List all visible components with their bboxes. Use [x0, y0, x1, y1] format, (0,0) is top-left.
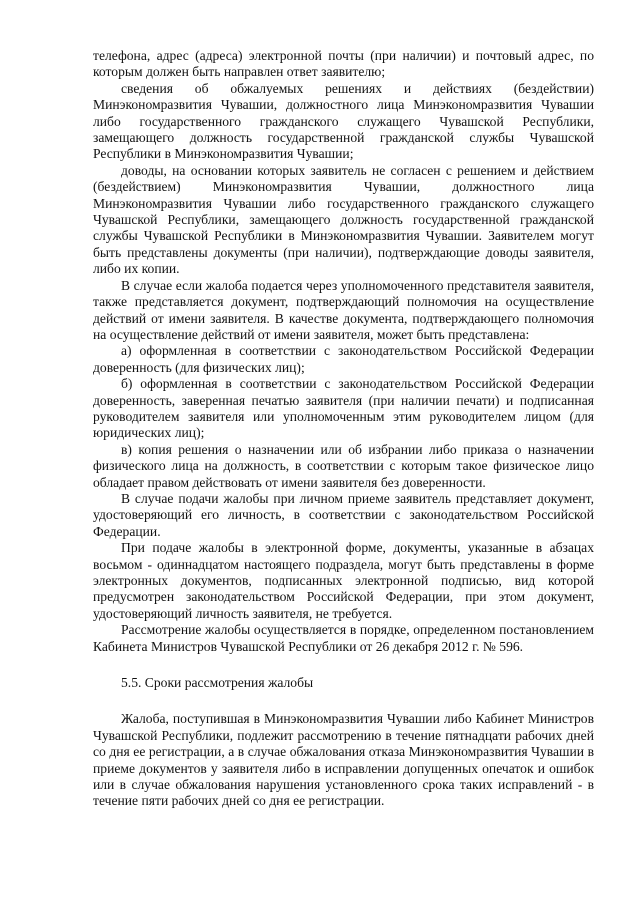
paragraph-electronic-form: При подаче жалобы в электронной форме, документы, указанные в абзацах восьмом - одиннадцатом настоящего подраздела, могут быть представлены в форме электронных документов, подписанных электронной подписью, вид которой предусмотрен законодательством Российской Федерации, при этом документ, удостоверяющий личность заявителя, не требуется.	[93, 540, 594, 621]
section-heading: 5.5. Сроки рассмотрения жалобы	[121, 675, 314, 691]
paragraph-contact-info: телефона, адрес (адреса) электронной почты (при наличии) и почтовый адрес, по которым должен быть направлен ответ заявителю;	[93, 48, 594, 80]
paragraph-item-a: а) оформленная в соответствии с законодательством Российской Федерации доверенность (для физических лиц);	[93, 343, 594, 375]
paragraph-item-v: в) копия решения о назначении или об избрании либо приказа о назначении физического лица на должность, в соответствии с которым такое физическое лицо обладает правом действовать от имени заявителя без доверенности.	[93, 441, 594, 490]
paragraph-personal-reception: В случае подачи жалобы при личном приеме заявитель представляет документ, удостоверяющий его личность, в соответствии с законодательством Российской Федерации.	[93, 490, 594, 539]
paragraph-arguments: доводы, на основании которых заявитель не согласен с решением и действием (бездействием) Минэкономразвития Чувашии, должностного лица Минэкономразвития Чувашии либо государственного гражданского служащего Чувашской Республики, замещающего должность государственной гражданской службы Чувашской Республики в Минэкономразвития Чувашии. Заявителем могут быть представлены документы (при наличии), подтверждающие доводы заявителя, либо их копии.	[93, 162, 594, 277]
paragraph-item-b: б) оформленная в соответствии с законодательством Российской Федерации доверенность, заверенная печатью заявителя (при наличии печати) и подписанная руководителем заявителя или уполномоченным этим руководителем лицом (для юридических лиц);	[93, 376, 594, 441]
paragraph-representative: В случае если жалоба подается через уполномоченного представителя заявителя, также представляется документ, подтверждающий полномочия на осуществление действий от имени заявителя. В качестве документа, подтверждающего полномочия на осуществление действий от имени заявителя, может быть представлена:	[93, 277, 594, 342]
paragraph-review-order: Рассмотрение жалобы осуществляется в порядке, определенном постановлением Кабинета Министров Чувашской Республики от 26 декабря 2012 г. № 596.	[93, 622, 594, 654]
document-page	[93, 48, 594, 810]
paragraph-review-terms: Жалоба, поступившая в Минэкономразвития Чувашии либо Кабинет Министров Чувашской Республики, подлежит рассмотрению в течение пятнадцати рабочих дней со дня ее регистрации, а в случае обжалования отказа Минэкономразвития Чувашии в приеме документов у заявителя либо в исправлении допущенных опечаток и ошибок или в случае обжалования нарушения установленного срока таких исправлений - в течение пяти рабочих дней со дня ее регистрации.	[93, 711, 594, 809]
paragraph-appealed-decisions: сведения об обжалуемых решениях и действиях (бездействии) Минэкономразвития Чувашии, должностного лица Минэкономразвития Чувашии либо государственного гражданского служащего Чувашской Республики, замещающего должность государственной гражданской службы Чувашской Республики в Минэкономразвития Чувашии;	[93, 80, 594, 162]
